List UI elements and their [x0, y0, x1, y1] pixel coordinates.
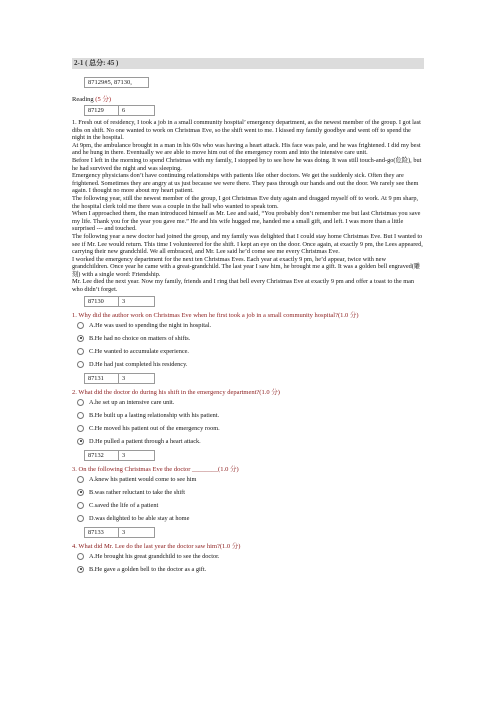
question-count: 3: [119, 296, 155, 307]
answer-option[interactable]: [77, 563, 424, 576]
question-code-box: [84, 527, 424, 538]
question-code-box: [84, 296, 424, 307]
passage-paragraph: Emergency physicians don’t have continuing relationships with patients like other doctors. We get the suddenly sick. Often they are frightened. Sometimes they are angry at us just because we were there. They pass through our hands and out the door. We rarely see them again. I thought no more about my heart patient.: [72, 172, 419, 195]
radio-button[interactable]: [77, 348, 84, 355]
radio-button[interactable]: [77, 553, 84, 560]
option-label: B.was rather reluctant to take the shift: [89, 488, 185, 496]
radio-button[interactable]: [77, 322, 84, 329]
exam-page: [72, 58, 424, 576]
reading-code-box: [84, 105, 424, 116]
answer-option[interactable]: [77, 499, 424, 512]
radio-button-selected[interactable]: [77, 335, 84, 342]
option-label: B.He gave a golden bell to the doctor as a gift.: [89, 565, 207, 573]
reading-code: 87129: [84, 105, 119, 116]
reading-passage: [72, 119, 424, 294]
question-text: 2. What did the doctor do during his shift in the emergency department?(1.0 分): [72, 388, 280, 396]
question-code: 87131: [84, 373, 119, 384]
option-label: A.He was used to spending the night in hospital.: [89, 321, 212, 329]
answer-option[interactable]: [77, 332, 424, 345]
option-label: C.saved the life of a patient: [89, 501, 159, 509]
reading-points: (5 分): [95, 96, 112, 103]
question-count: 3: [119, 450, 155, 461]
answer-option[interactable]: [77, 422, 424, 435]
passage-paragraph: The following year a new doctor had joined the group, and my family was delighted that I could stay home Christmas Eve. But I wanted to see if Mr. Lee would return. This time I volunteered for the shift. I kept an eye on the door. Once again, at exactly 9 pm, the Lees appeared, carrying their new grandchild. We all embraced, and Mr. Lee said he’d come see me every Christmas Eve.: [72, 232, 423, 256]
passage-paragraph: 1. Fresh out of residency, I took a job in a small community hospital’ emergency department, as the newest member of the group. I got last dibs on shift. No one wanted to work on Christmas Eve, so the shift went to me. I kissed my family goodbye and went off to spend the night in the hospital.: [72, 119, 421, 142]
id-code-box: 87129#5, 87130,: [84, 77, 149, 88]
section-title: 2-1 ( 总分: 45 ): [72, 58, 424, 69]
option-label: B.He built up a lasting relationship with his patient.: [89, 411, 220, 419]
option-label: A.He brought his great grandchild to see the doctor.: [89, 552, 220, 560]
option-label: D.He had just completed his residency.: [89, 360, 188, 368]
radio-button-selected[interactable]: [77, 566, 84, 573]
question-code-box: [84, 373, 424, 384]
question-text: 3. On the following Christmas Eve the doctor ________(1.0 分): [72, 465, 239, 473]
radio-button[interactable]: [77, 425, 84, 432]
question-count: 3: [119, 373, 155, 384]
passage-paragraph: I worked the emergency department for the next ten Christmas Eves. Each year at exactly 9 pm, he’d appear, twice with new grandchildren. Once year he came with a great-grandchild. The last year I saw him, he brought me a gift. It was a golden bell engraved(雕刻) with a single word: Friendship.: [72, 255, 421, 278]
question-text: 1. Why did the author work on Christmas Eve when he first took a job in a small community hospital?(1.0 分): [72, 311, 359, 319]
radio-button-selected[interactable]: [77, 489, 84, 496]
radio-button[interactable]: [77, 515, 84, 522]
reading-count: 6: [119, 105, 155, 116]
answer-option[interactable]: [77, 319, 424, 332]
question-code: 87130: [84, 296, 119, 307]
passage-paragraph: The following year, still the newest member of the group, I got Christmas Eve duty again and dragged myself off to work. At 9 pm sharp, the hospital clerk told me there was a couple in the hall who wanted to speak tom.: [72, 194, 419, 210]
radio-button-selected[interactable]: [77, 438, 84, 445]
radio-button[interactable]: [77, 399, 84, 406]
radio-button[interactable]: [77, 476, 84, 483]
passage-paragraph: Mr. Lee died the next year. Now my family, friends and I ring that bell every Christmas Eve at exactly 9 pm and offer a toast to the man who didn’t forget.: [72, 278, 415, 294]
question-code-box: [84, 450, 424, 461]
question-code: 87132: [84, 450, 119, 461]
answer-option[interactable]: [77, 512, 424, 525]
answer-option[interactable]: [77, 409, 424, 422]
radio-button[interactable]: [77, 412, 84, 419]
question-code: 87133: [84, 527, 119, 538]
question-count: 3: [119, 527, 155, 538]
answer-option[interactable]: [77, 345, 424, 358]
answer-option[interactable]: [77, 486, 424, 499]
answer-option[interactable]: [77, 550, 424, 563]
option-label: A.he set up an intensive care unit.: [89, 398, 175, 406]
radio-button[interactable]: [77, 361, 84, 368]
option-label: C.He moved his patient out of the emergency room.: [89, 424, 220, 432]
radio-button[interactable]: [77, 502, 84, 509]
question-text: 4. What did Mr. Lee do the last year the doctor saw him?(1.0 分): [72, 542, 241, 550]
answer-option[interactable]: [77, 435, 424, 448]
answer-option[interactable]: [77, 473, 424, 486]
option-label: D.He pulled a patient through a heart attack.: [89, 437, 201, 445]
answer-option[interactable]: [77, 358, 424, 371]
option-label: C.He wanted to accumulate experience.: [89, 347, 190, 355]
passage-paragraph: When I approached them, the man introduced himself as Mr. Lee and said, “You probably don’t remember me but last Christmas you save my life. Thank you for the year you gave me.” He and his wife hugged me, handed me a small gift, and left. I was more than a little surprised --- and touched.: [72, 210, 421, 233]
option-label: B.He had no choice on matters of shifts.: [89, 334, 191, 342]
option-label: A.knew his patient would come to see him: [89, 475, 197, 483]
passage-paragraph: Before I left in the morning to spend Christmas with my family, I stopped by to see how he was doing. It was still touch-and-go(危险), but he had survived the night and was sleeping.: [72, 156, 422, 172]
option-label: D.was delighted to be able stay at home: [89, 514, 190, 522]
reading-label-text: Reading: [72, 96, 94, 103]
answer-option[interactable]: [77, 396, 424, 409]
reading-label: [72, 94, 424, 103]
passage-paragraph: At 9pm, the ambulance brought in a man in his 60s who was having a heart attack. His face was pale, and he was frightened. I did my best and he hung in there. Eventually we are able to move him out of the emergency room and into the intensive care unit.: [72, 141, 421, 157]
